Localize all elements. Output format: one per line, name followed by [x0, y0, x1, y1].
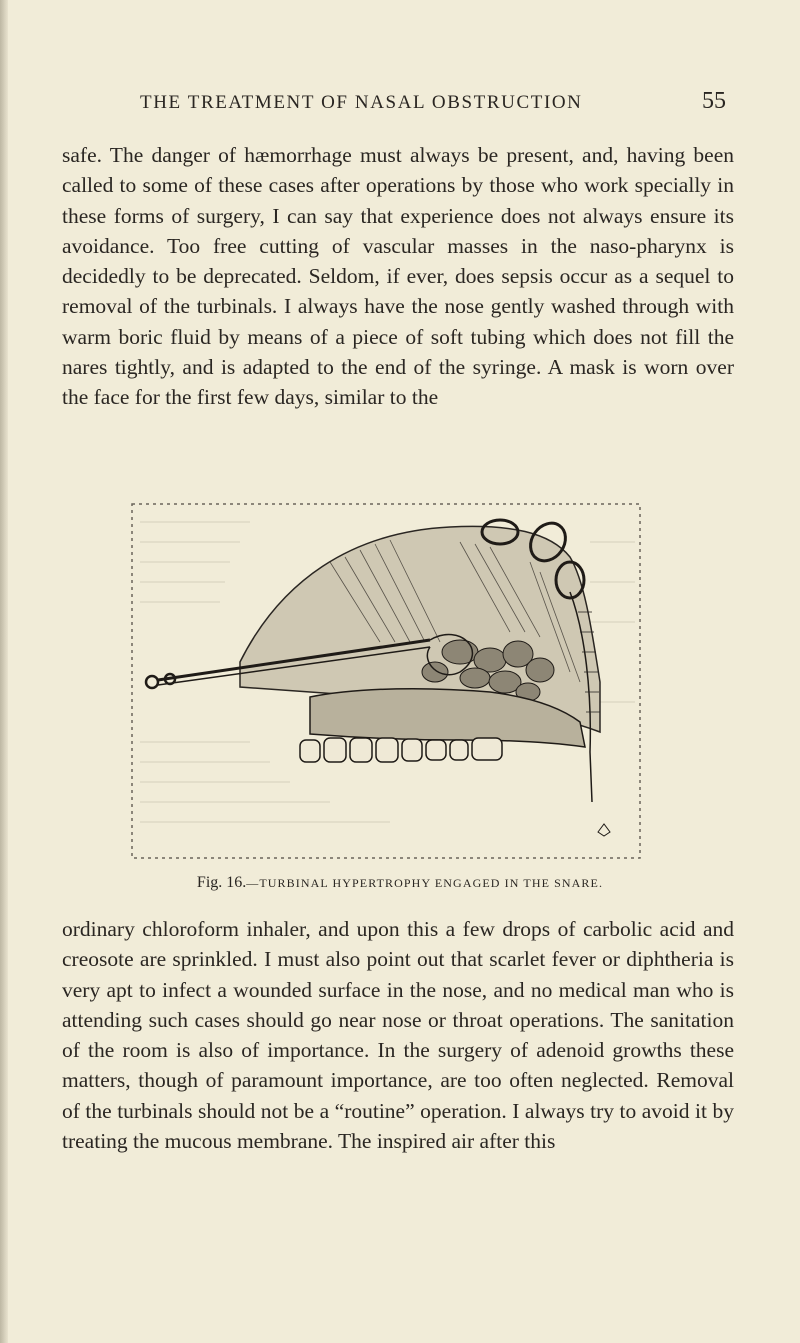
anatomical-illustration: [130, 502, 642, 860]
running-head: THE TREATMENT OF NASAL OBSTRUCTION: [140, 92, 583, 113]
paragraph-bottom-text: ordinary chloroform inhaler, and upon this a few drops of carbolic acid and creosote are sprinkled. I must also point out that scarlet fever or diphtheria is very apt to infect a wounded surface in the nose, and no medical man who is attending such cases should go near nose or throat operations. The sanitation of the room is also of importance. In the surgery of adenoid growths these matters, though of paramount importance, are too often neglected. Removal of the turbinals should not be a “routine” operation. I always try to avoid it by treating the mucous membrane. The inspired air after this: [62, 917, 734, 1154]
turbinal-snare-engraving: [130, 502, 642, 860]
page-number: 55: [702, 88, 726, 114]
figure-caption-text: —TURBINAL HYPERTROPHY ENGAGED IN THE SNARE.: [246, 876, 604, 890]
figure-caption: [0, 874, 800, 892]
figure-label: Fig. 16.: [196, 874, 247, 891]
paragraph-top: [62, 140, 734, 413]
book-spine-edge: [0, 0, 8, 1343]
paragraph-bottom: [62, 914, 734, 1156]
page-header: [0, 88, 800, 118]
paragraph-top-text: safe. The danger of hæmorrhage must always be present, and, having been called to some of these cases after operations by those who work specially in these forms of surgery, I can say that experience does not always ensure its avoidance. Too free cutting of vascular masses in the naso-pharynx is decidedly to be deprecated. Seldom, if ever, does sepsis occur as a sequel to removal of the turbinals. I always have the nose gently washed through with warm boric fluid by means of a piece of soft tubing which does not fill the nares tightly, and is adapted to the end of the syringe. A mask is worn over the face for the first few days, similar to the: [62, 143, 734, 410]
